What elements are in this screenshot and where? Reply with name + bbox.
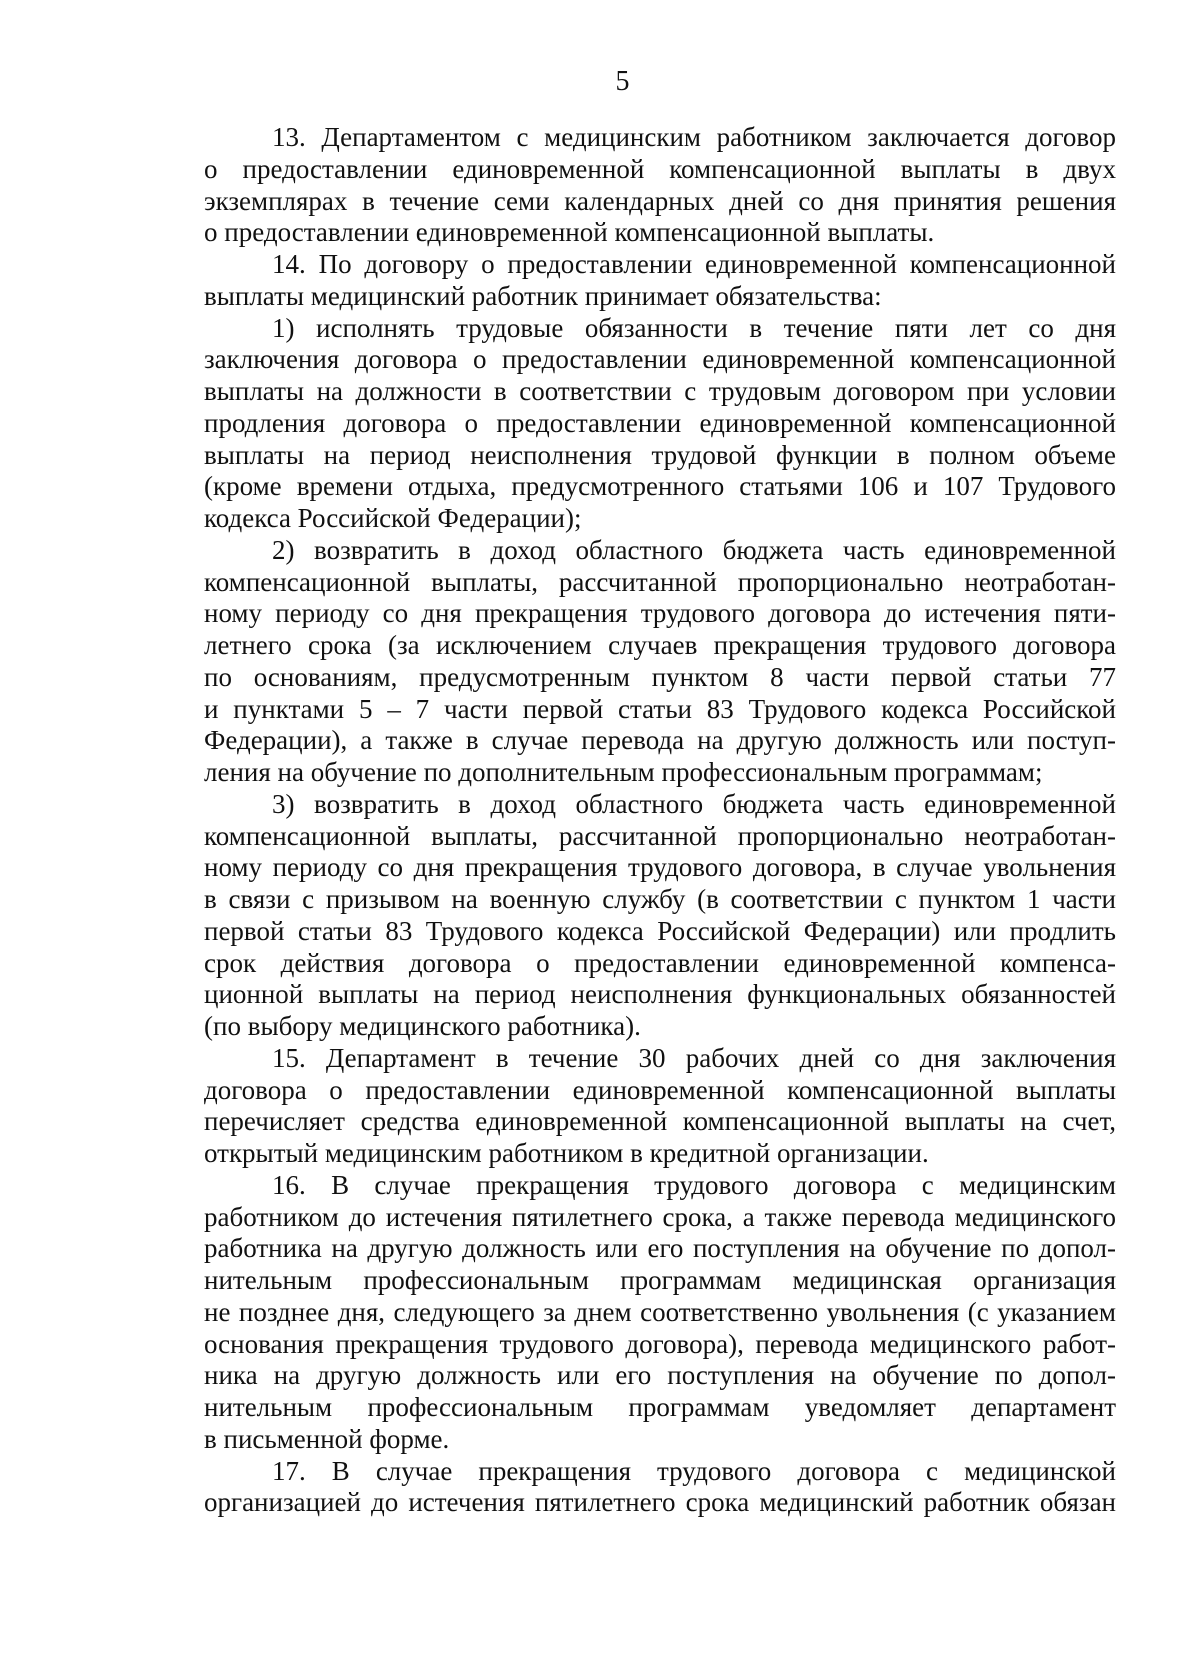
text-line: о предоставлении единовременной компенсационной выплаты. — [204, 217, 935, 248]
text-line: 17. В случае прекращения трудового договора с медицинской — [272, 1455, 1116, 1486]
text-line: нительным профессиональным программам медицинская организация — [204, 1265, 1116, 1295]
text-line: компенсационной выплаты, рассчитанной пропорционально неотработан- — [204, 566, 1116, 597]
text-line: перечисляет средства единовременной компенсационной выплаты на счет, — [204, 1106, 1116, 1137]
text-line: в письменной форме. — [204, 1423, 450, 1454]
text-line: 15. Департамент в течение 30 рабочих дней со дня заключения — [272, 1042, 1116, 1073]
text-line: заключения договора о предоставлении единовременной компенсационной — [204, 344, 1116, 375]
text-line: 1) исполнять трудовые обязанности в течение пяти лет со дня — [272, 312, 1116, 343]
text-line: ному периоду со дня прекращения трудового договора, в случае увольнения — [204, 852, 1116, 883]
text-line: работником до истечения пятилетнего срока, а также перевода медицинского — [204, 1201, 1116, 1232]
text-line: Федерации), а также в случае перевода на другую должность или поступ- — [204, 725, 1116, 756]
text-line: основания прекращения трудового договора), перевода медицинского работ- — [204, 1328, 1116, 1359]
text-line: 14. По договору о предоставлении единовременной компенсационной — [272, 249, 1116, 279]
text-line: выплаты на должности в соответствии с трудовым договором при условии — [204, 376, 1116, 406]
text-line: по основаниям, предусмотренным пунктом 8 части первой статьи 77 — [204, 661, 1116, 692]
text-line: не позднее дня, следующего за днем соответственно увольнения (с указанием — [204, 1296, 1116, 1327]
text-line: ления на обучение по дополнительным профессиональным программам; — [204, 757, 1043, 787]
text-line: открытый медицинским работником в кредитной организации. — [204, 1138, 929, 1168]
page-number: 5 — [615, 66, 630, 97]
text-line: кодекса Российской Федерации); — [204, 503, 582, 533]
text-line: продления договора о предоставлении единовременной компенсационной — [204, 407, 1116, 438]
document-body — [204, 122, 1116, 1519]
text-line: выплаты медицинский работник принимает обязательства: — [204, 280, 882, 311]
text-line: первой статьи 83 Трудового кодекса Российской Федерации) или продлить — [204, 915, 1116, 946]
text-line: в связи с призывом на военную службу (в соответствии с пунктом 1 части — [204, 884, 1116, 914]
text-line: выплаты на период неисполнения трудовой функции в полном объеме — [204, 439, 1116, 470]
text-line: организацией до истечения пятилетнего срока медицинский работник обязан — [204, 1487, 1116, 1518]
text-line: ному периоду со дня прекращения трудового договора до истечения пяти- — [204, 598, 1116, 629]
text-line: 16. В случае прекращения трудового договора с медицинским — [272, 1169, 1116, 1200]
text-line: работника на другую должность или его поступления на обучение по допол- — [204, 1233, 1116, 1264]
text-line: летнего срока (за исключением случаев прекращения трудового договора — [204, 630, 1116, 660]
text-line: срок действия договора о предоставлении единовременной компенса- — [204, 947, 1116, 978]
text-line: договора о предоставлении единовременной компенсационной выплаты — [204, 1074, 1116, 1105]
text-line: нительным профессиональным программам уведомляет департамент — [204, 1392, 1116, 1422]
text-line: 2) возвратить в доход областного бюджета часть единовременной — [272, 534, 1116, 565]
text-line: компенсационной выплаты, рассчитанной пропорционально неотработан- — [204, 820, 1116, 851]
text-line: экземплярах в течение семи календарных дней со дня принятия решения — [204, 185, 1116, 216]
text-line: о предоставлении единовременной компенсационной выплаты в двух — [204, 153, 1116, 184]
text-line: ционной выплаты на период неисполнения функциональных обязанностей — [204, 979, 1116, 1010]
text-line: (по выбору медицинского работника). — [204, 1011, 641, 1041]
text-line: и пунктами 5 – 7 части первой статьи 83 Трудового кодекса Российской — [204, 693, 1116, 724]
text-line: 13. Департаментом с медицинским работником заключается договор — [272, 122, 1116, 152]
text-line: (кроме времени отдыха, предусмотренного статьями 106 и 107 Трудового — [204, 471, 1116, 502]
text-line: 3) возвратить в доход областного бюджета часть единовременной — [272, 788, 1116, 819]
text-line: ника на другую должность или его поступления на обучение по допол- — [204, 1360, 1116, 1391]
